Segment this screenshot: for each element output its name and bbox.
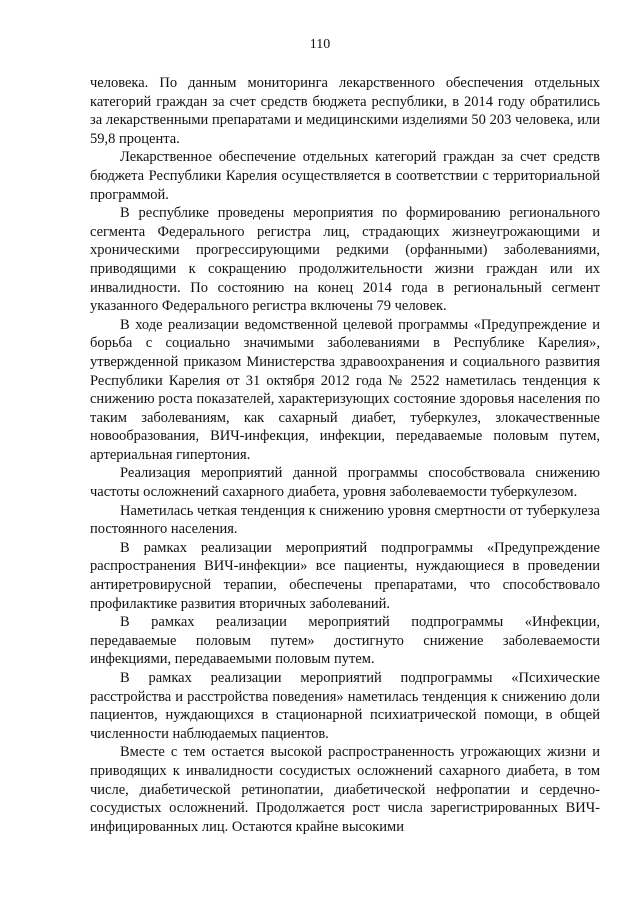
paragraph-target-program: В ходе реализации ведомственной целевой программы «Предупреждение и борьба с социально значимыми заболеваниями в Республике Карелия», утвержденной приказом Министерства здравоохранения и социального развития Республики Карелия от 31 октября 2012 года № 2522 наметилась тенденция к снижению роста показателей, характеризующих состояние здоровья населения по таким заболеваниям, как сахарный диабет, туберкулез, злокачественные новообразования, ВИЧ-инфекция, инфекции, передаваемые половым путем, артериальная гипертония. <box>90 316 600 463</box>
paragraph-federal-register: В республике проведены мероприятия по формированию регионального сегмента Федерального регистра лиц, страдающих жизнеугрожающими и хроническими прогрессирующими редкими (орфанными) заболеваниями, приводящими к сокращению продолжительности жизни граждан или их инвалидности. По состоянию на конец 2014 года в региональный сегмент указанного Федерального регистра включены 79 человек. <box>90 205 600 315</box>
paragraph-mental-health-subprogram: В рамках реализации мероприятий подпрограммы «Психические расстройства и расстройства поведения» наметилась тенденция к снижению доли пациентов, нуждающихся в стационарной психиатрической помощи, в общей численности наблюдаемых пациентов. <box>90 670 600 742</box>
page-number: 110 <box>309 37 331 52</box>
paragraph-tuberculosis-mortality: Наметилась четкая тенденция к снижению уровня смертности от туберкулеза постоянного населения. <box>90 502 600 538</box>
paragraph-program-results: Реализация мероприятий данной программы способствовала снижению частоты осложнений сахарного диабета, уровня заболеваемости туберкулезом. <box>90 465 600 501</box>
document-body <box>90 74 600 836</box>
paragraph-continuation: человека. По данным мониторинга лекарственного обеспечения отдельных категорий граждан за счет средств бюджета республики, в 2014 году обратились за лекарственными препаратами и медицинскими изделиями 50 203 человека, или 59,8 процента. <box>90 75 600 147</box>
paragraph-drug-provision: Лекарственное обеспечение отдельных категорий граждан за счет средств бюджета Республики Карелия осуществляется в соответствии с территориальной программой. <box>90 149 600 203</box>
paragraph-remaining-issues: Вместе с тем остается высокой распространенность угрожающих жизни и приводящих к инвалидности сосудистых осложнений сахарного диабета, в том числе, диабетической ретинопатии, диабетической нефропатии и сердечно-сосудистых осложнений. Продолжается рост числа зарегистрированных ВИЧ-инфицированных лиц. Остаются крайне высокими <box>90 744 600 835</box>
paragraph-sti-subprogram: В рамках реализации мероприятий подпрограммы «Инфекции, передаваемые половым путем» достигнуто снижение заболеваемости инфекциями, передаваемыми половым путем. <box>90 614 600 668</box>
paragraph-hiv-subprogram: В рамках реализации мероприятий подпрограммы «Предупреждение распространения ВИЧ-инфекции» все пациенты, нуждающиеся в проведении антиретровирусной терапии, обеспечены препаратами, что способствовало профилактике развития вторичных заболеваний. <box>90 539 600 612</box>
